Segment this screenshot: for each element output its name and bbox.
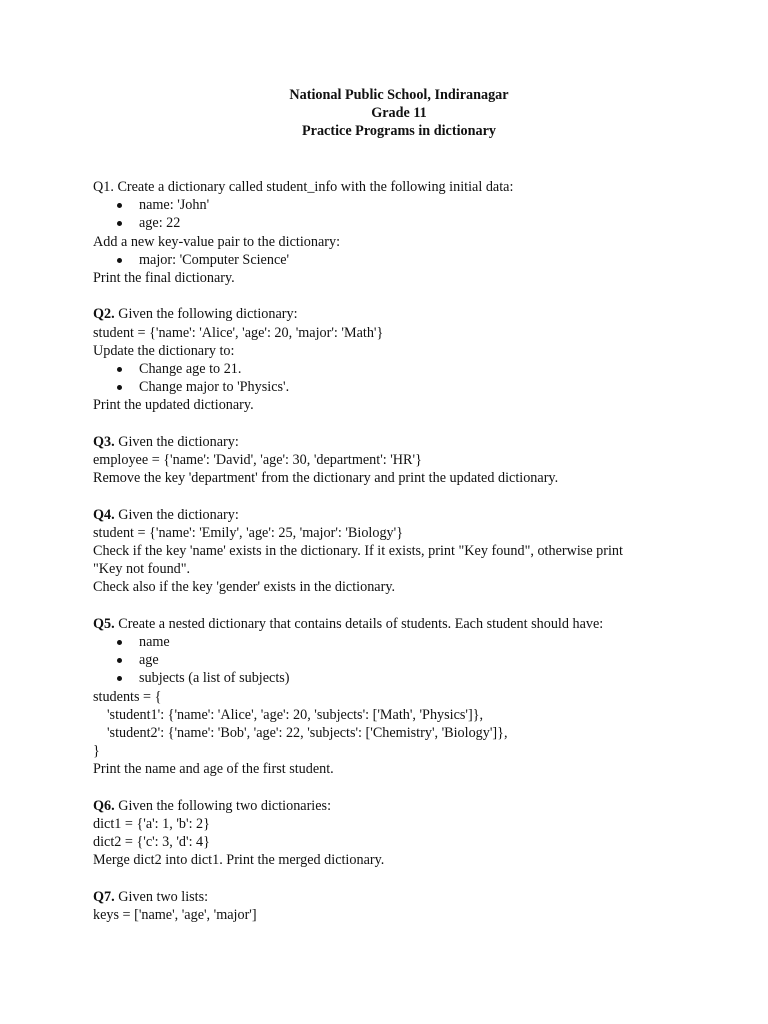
question-5 <box>93 615 705 779</box>
question-7 <box>93 888 705 924</box>
list-item: major: 'Computer Science' <box>93 251 705 269</box>
question-6-code-line: dict1 = {'a': 1, 'b': 2} <box>93 816 210 833</box>
document-page <box>93 86 705 924</box>
list-item: Change age to 21. <box>93 360 705 378</box>
question-6-line2: Merge dict2 into dict1. Print the merged dictionary. <box>93 852 385 869</box>
question-6-text: Q6. Given the following two dictionaries: <box>93 797 332 814</box>
question-5-label: Q5. <box>93 615 115 632</box>
list-item: age: 22 <box>93 214 705 232</box>
question-1-text: Q1. Create a dictionary called student_info with the following initial data: <box>93 179 514 195</box>
question-1-label: Q1. <box>93 179 114 195</box>
question-2-bullets <box>93 360 705 396</box>
question-7-text: Q7. Given two lists: <box>93 888 209 905</box>
question-1-line3: Print the final dictionary. <box>93 270 235 287</box>
question-3-label: Q3. <box>93 433 115 450</box>
question-7-code-line: keys = ['name', 'age', 'major'] <box>93 907 257 924</box>
list-item: subjects (a list of subjects) <box>93 669 705 687</box>
question-2-line3: Print the updated dictionary. <box>93 397 254 414</box>
question-2 <box>93 305 705 414</box>
question-3 <box>93 433 705 488</box>
question-6 <box>93 797 705 870</box>
question-4-line3: "Key not found". <box>93 561 191 578</box>
question-5-code-line: students = { <box>93 688 162 705</box>
list-item: age <box>93 651 705 669</box>
list-item: name <box>93 633 705 651</box>
question-4-text: Q4. Given the dictionary: <box>93 506 239 523</box>
question-5-code-line: 'student2': {'name': 'Bob', 'age': 22, 'subjects': ['Chemistry', 'Biology']}, <box>107 725 508 742</box>
question-1-line2: Add a new key-value pair to the dictionary: <box>93 233 341 250</box>
question-3-line2: Remove the key 'department' from the dictionary and print the updated dictionary. <box>93 470 559 487</box>
question-4-label: Q4. <box>93 506 115 523</box>
question-5-bullets <box>93 633 705 688</box>
grade-label: Grade 11 <box>371 105 427 121</box>
question-5-text: Q5. Create a nested dictionary that contains details of students. Each student should have: <box>93 615 604 632</box>
question-4-code: student = {'name': 'Emily', 'age': 25, 'major': 'Biology'} <box>93 524 404 541</box>
question-6-code-line: dict2 = {'c': 3, 'd': 4} <box>93 834 210 851</box>
question-2-label: Q2. <box>93 306 115 323</box>
question-7-label: Q7. <box>93 888 115 905</box>
school-name: National Public School, Indiranagar <box>289 87 509 103</box>
question-2-line2: Update the dictionary to: <box>93 342 235 359</box>
question-4-line4: Check also if the key 'gender' exists in the dictionary. <box>93 579 396 596</box>
question-3-code: employee = {'name': 'David', 'age': 30, 'department': 'HR'} <box>93 452 422 469</box>
question-6-label: Q6. <box>93 797 115 814</box>
list-item: name: 'John' <box>93 196 705 214</box>
document-subtitle: Practice Programs in dictionary <box>302 123 496 139</box>
question-3-text: Q3. Given the dictionary: <box>93 433 239 450</box>
question-1 <box>93 178 705 287</box>
question-5-code-line: 'student1': {'name': 'Alice', 'age': 20, 'subjects': ['Math', 'Physics']}, <box>107 706 484 723</box>
question-4-line2: Check if the key 'name' exists in the dictionary. If it exists, print "Key found", otherwise print <box>93 543 623 560</box>
question-5-line2: Print the name and age of the first student. <box>93 761 334 778</box>
list-item: Change major to 'Physics'. <box>93 378 705 396</box>
question-2-code: student = {'name': 'Alice', 'age': 20, 'major': 'Math'} <box>93 324 384 341</box>
question-4 <box>93 506 705 597</box>
question-5-code-line: } <box>93 743 100 760</box>
question-1-bullets <box>93 196 705 232</box>
question-1-bullets2 <box>93 251 705 269</box>
question-2-text: Q2. Given the following dictionary: <box>93 306 298 323</box>
document-header <box>93 86 705 140</box>
